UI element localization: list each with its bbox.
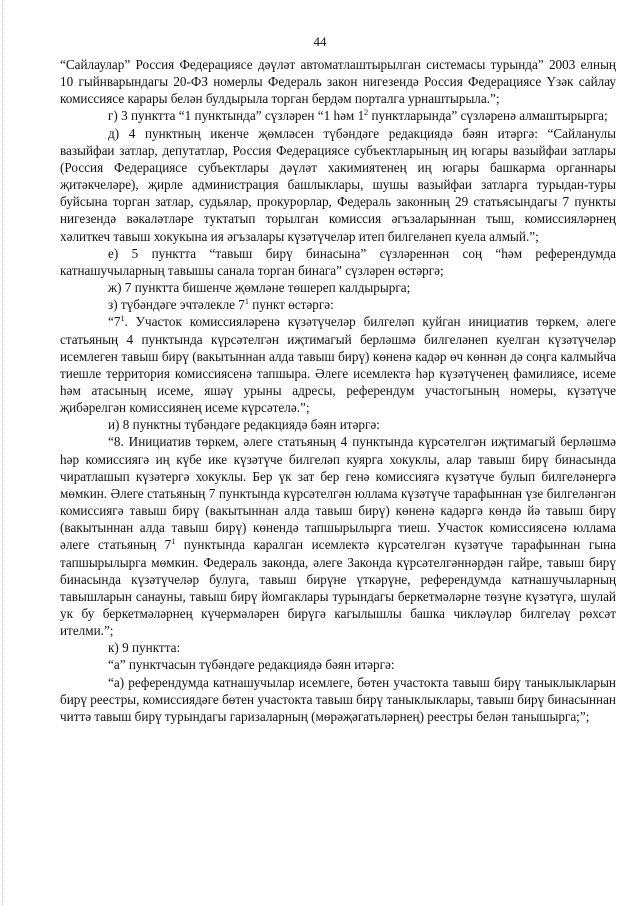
paragraph-text: . Участок комиссияләренә күзәтүчеләр билгеләп куйган инициатив төркем, әлеге статьяның 4 пунктында күрсәтелгән иҗтимагый берләшмә билгеләнеп куелган күзәтүчеләр исемлеген тавыш бирү (вакытыннан алда тавыш бирү) көненә кадәр өч көннән дә соңга калмыйча тиешле территория комиссиясенә тапшыра. Әлеге исемлектә һәр күзәтүченең фамилиясе, исеме һәм атасының исеме, яшәү урыны адресы, референдум участогының номеры, күзәтүче җибәрелгән комиссиянең исеме күрсәтелә.”; — [60, 314, 616, 416]
paragraph-text: “Сайлаулар” Россия Федерациясе дәүләт автоматлаштырылган системасы турында” 2003 елның 10 гыйнварындагы 20-ФЗ номерлы Федераль закон нигезендә Россия Федерациясе Үзәк сайлау комиссиясе карары белән булдырыла торган бердәм порталга урнаштырыла.”; — [60, 57, 616, 107]
superscript: 2 — [364, 108, 369, 118]
paragraph-text: “8. Инициатив төркем, әлеге статьяның 4 пунктында күрсәтелгән иҗтимагый берләшмә һәр комиссиягә иң күбе ике күзәтүче билгеләп куярга хокуклы, алар тавыш бирү бинасында чиратлашып күзәтергә хокуклы. Бер үк зат бер генә комиссиягә күзәтүче булып билгеләнергә мөмкин. Әлеге статьяның 7 пунктында күрсәтелгән юллама күзәтүче тарафыннан үзе билгеләнгән комиссиягә тавыш бирү (вакытыннан алда тавыш бирү) көненә кадәргә көндә йә тавыш бирү (вакытыннан алда тавыш бирү) көнендә тапшырылырга тиеш. Участок комиссиясенә юллама әлеге статьяның 7 — [60, 434, 616, 553]
paragraph-text: е) 5 пунктта “тавыш бирү бинасына” сүзләреннән соң “һәм референдумда катнашучыларның тавышы санала торган бинага” сүзләрен өстәргә; — [60, 245, 616, 278]
paragraph-text: и) 8 пунктны түбәндәге редакциядә бәян итәргә: — [108, 417, 380, 433]
paragraph-p7 — [60, 313, 616, 416]
paragraph-text: к) 9 пунктта: — [108, 640, 181, 656]
paragraph-p1 — [60, 56, 616, 107]
superscript: 1 — [120, 314, 125, 324]
paragraph-p8 — [60, 416, 616, 433]
document-body — [60, 56, 616, 725]
paragraph-text: ж) 7 пунктта бишенче җөмләне төшереп калдырырга; — [108, 280, 411, 296]
paragraph-text: г) 3 пунктта “1 пунктында” сүзләрен “1 һәм 1 — [108, 108, 365, 124]
paragraph-p10 — [60, 639, 616, 656]
paragraph-p6 — [60, 296, 616, 313]
paragraph-text: д) 4 пунктның икенче җөмләсен түбәндәге редакциядә бәян итәргә: “Сайланулы вазыйфаи затлар, депутатлар, Россия Федерациясе субъектларының иң югары вазыйфаи затлары (Россия Федерациясе субъектлары дәүләт хакимиятенең иң югары башкарма органнары җитәкчеләре), җирле администрация башлыклары, шушы вазыйфаи затларга турыдан-туры буйсына торган затлар, судьялар, прокурорлар, Федераль законның 29 статьясындагы 7 пункты нигезендә вәкаләтләре туктатып торылган комиссия әгъзаларыннан тыш, комиссияләрнең хәлиткеч тавыш хокукына ия әгъзалары күзәтүчеләр итеп билгеләнеп куела алмый.”; — [60, 125, 616, 244]
paragraph-p12 — [60, 674, 616, 725]
superscript: 1 — [244, 297, 249, 307]
paragraph-text: “а” пунктчасын түбәндәге редакциядә бәян итәргә: — [108, 657, 395, 673]
page-number: 44 — [313, 34, 327, 49]
paragraph-text: пункт өстәргә: — [248, 297, 334, 313]
paragraph-p2 — [60, 107, 616, 124]
scan-edge-line — [2, 0, 4, 905]
paragraph-text: пунктында каралган исемлектә күрсәтелгән күзәтүче тарафыннан гына тапшырылырга мөмкин. Федераль законда, әлеге Законда күрсәтелгәннәрдән гайре, тавыш бирү бинасында күзәтүчеләр булуга, тавыш бирүне үткәрүне, референдумда катнашучыларның тавышларын санауны, тавыш бирү йомгаклары турындагы беркетмәләрне төзүне күзәтүгә, шулай ук бу беркетмәләрнең күчермәләрен бирүгә кагылышлы башка чикләүләр билгеләү рөхсәт ителми.”; — [60, 537, 617, 639]
paragraph-p3 — [60, 125, 616, 245]
paragraph-text: пунктларында” сүзләренә алмаштырырга; — [368, 108, 608, 124]
paragraph-p5 — [60, 279, 616, 296]
paragraph-text: “а) референдумда катнашучылар исемлеге, бөтен участокта тавыш бирү таныклыкларын бирү реестры, комиссиядәге бөтен участокта тавыш бирү таныклыклары, тавыш бирү бинасыннан читтә тавыш бирү турындагы гаризаларның (мөрәҗәгатьләрнең) реестры белән танышырга;”; — [60, 674, 616, 724]
paragraph-text: з) түбәндәге эчтәлекле 7 — [108, 297, 245, 313]
paragraph-p11 — [60, 656, 616, 673]
superscript: 1 — [171, 537, 176, 547]
paragraph-p9 — [60, 433, 616, 639]
paragraph-text: “7 — [108, 314, 121, 330]
paragraph-p4 — [60, 245, 616, 279]
